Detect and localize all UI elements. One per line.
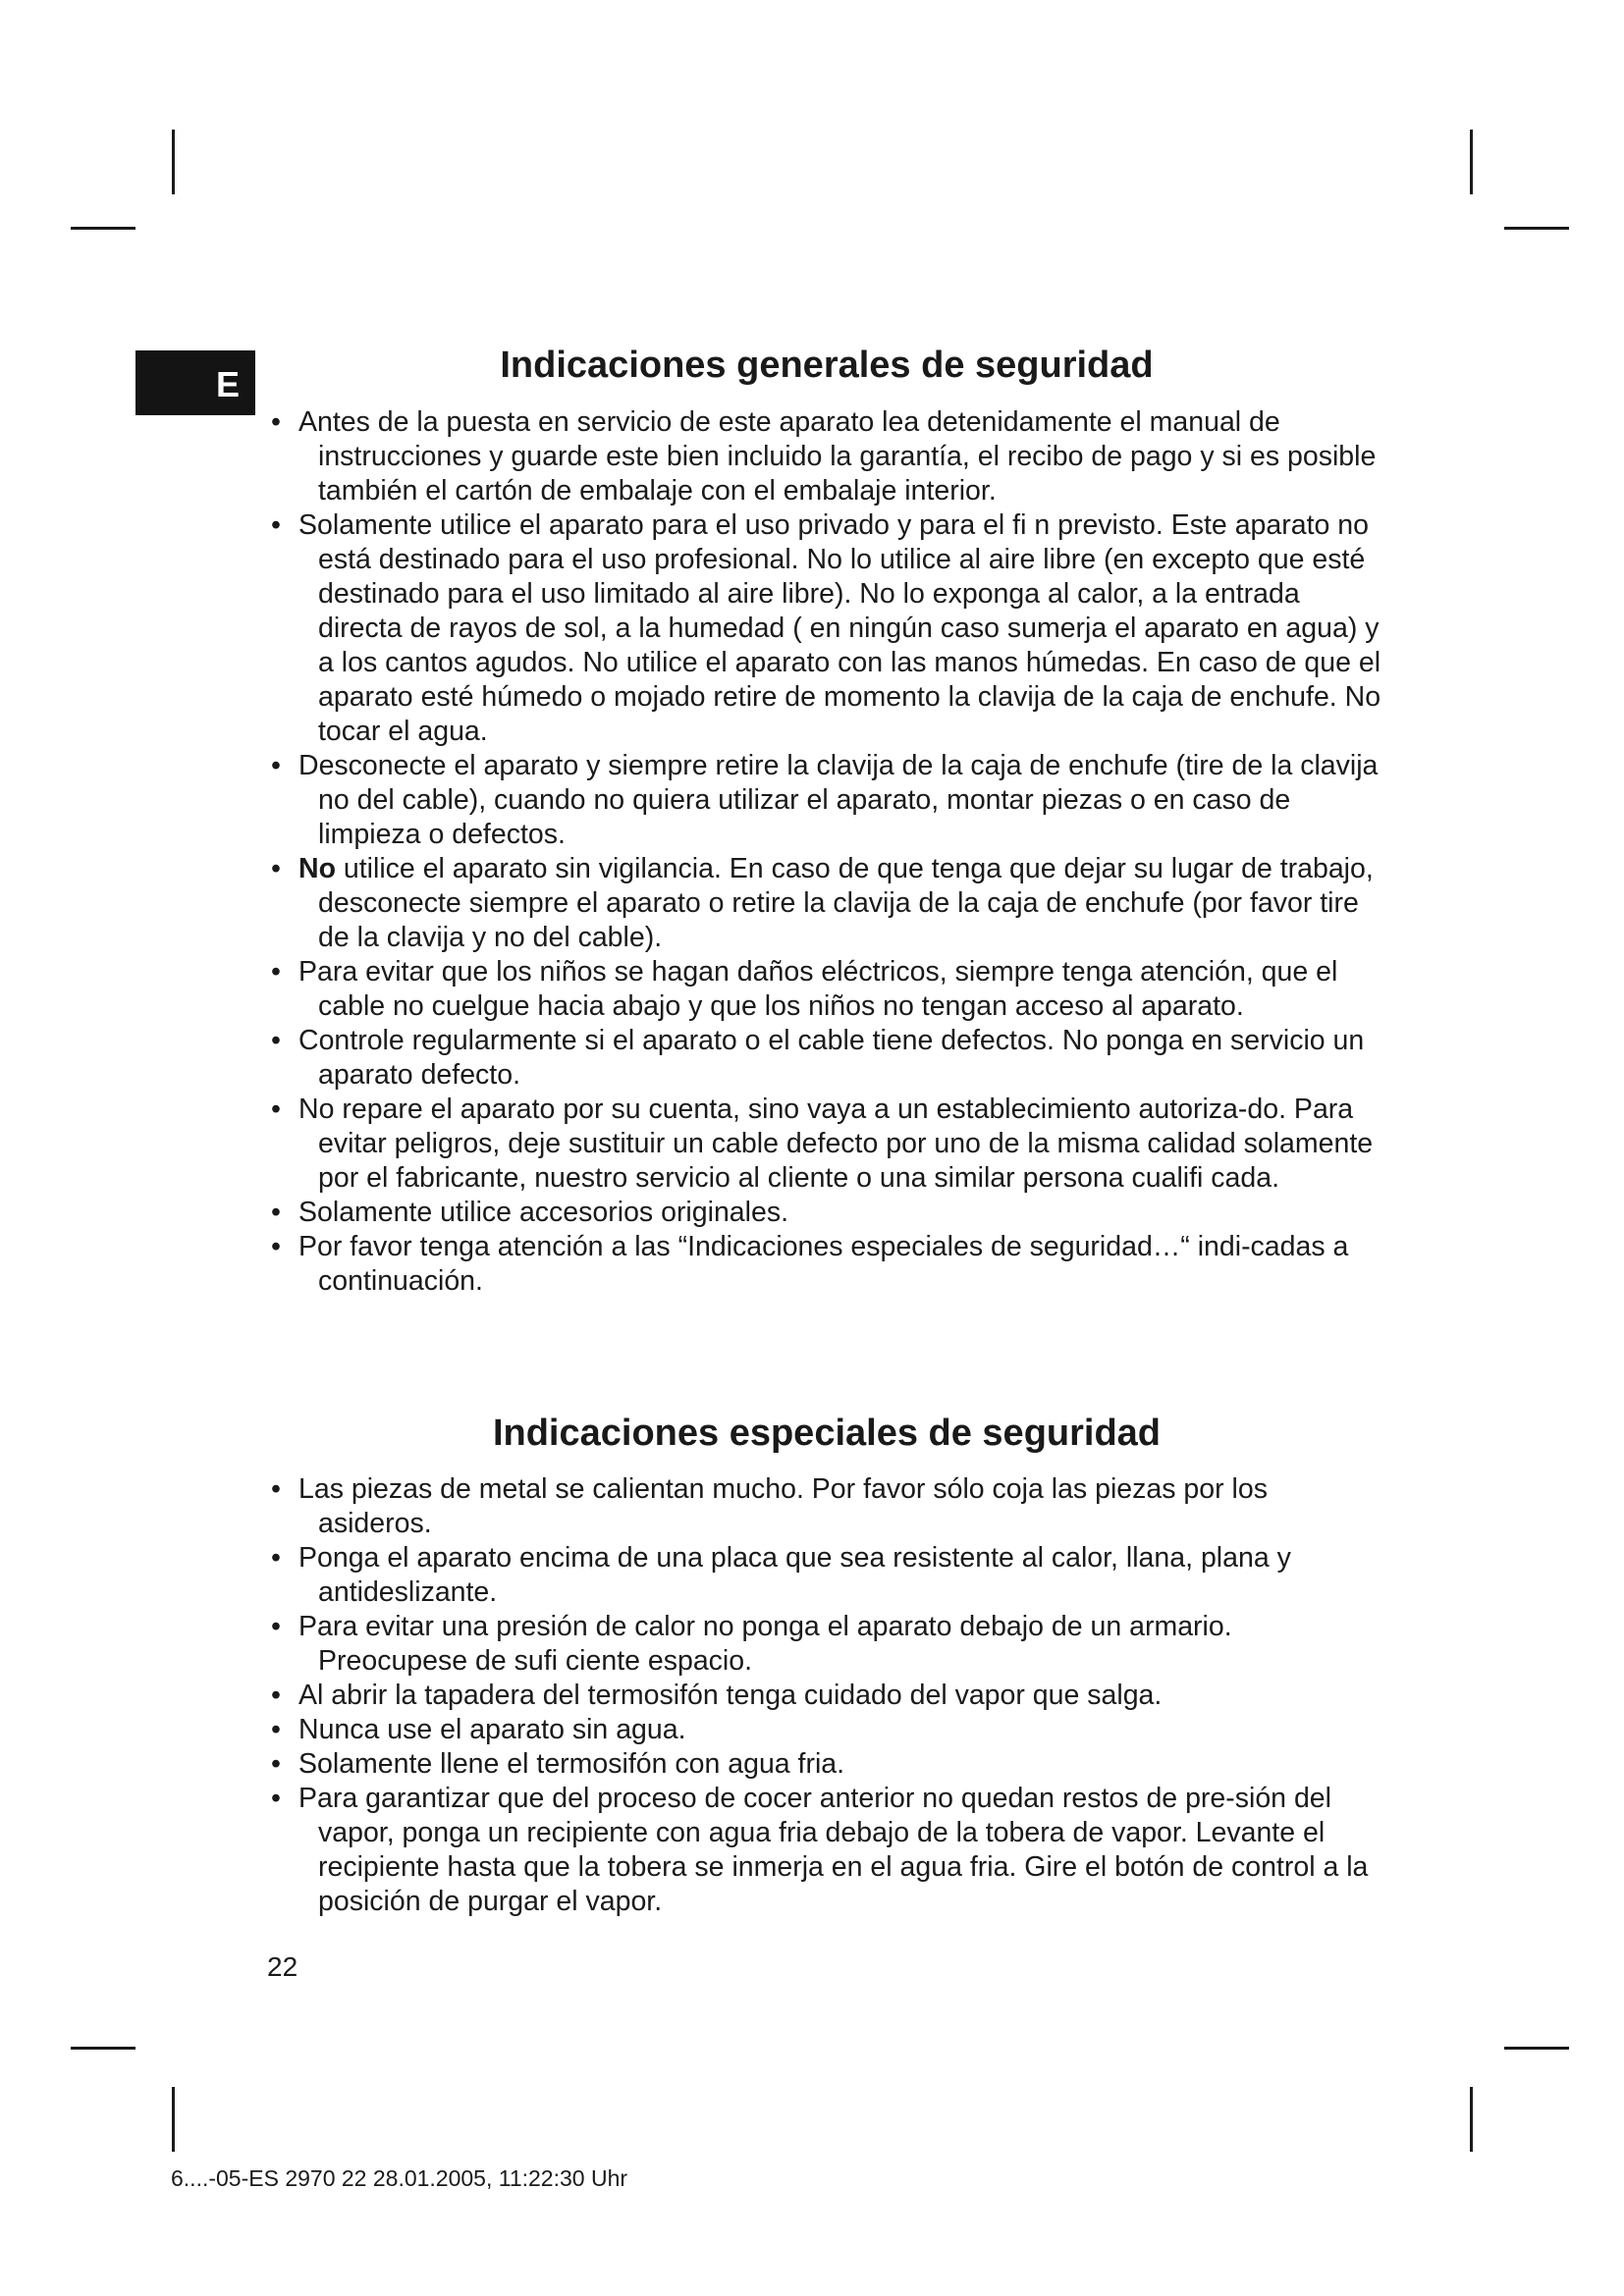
language-tab-label: E (215, 364, 240, 404)
crop-mark-bottom-left-horizontal (71, 2047, 135, 2050)
list-item: • Controle regularmente si el aparato o el cable tiene defectos. No ponga en servicio un aparato defecto. (267, 1024, 1386, 1093)
list-item: • Solamente llene el termosifón con agua fria. (267, 1747, 1386, 1782)
section-general-safety-title: Indicaciones generales de seguridad (500, 345, 1154, 386)
list-item: • Desconecte el aparato y siempre retire la clavija de la caja de enchufe (tire de la clavija no del cable), cuando no quiera utilizar el aparato, montar piezas o en caso de limpieza o defectos. (267, 749, 1386, 852)
print-footer: 6....-05-ES 2970 22 28.01.2005, 11:22:30 Uhr (171, 2165, 628, 2191)
crop-mark-top-right-vertical (1470, 130, 1473, 194)
list-item: • Solamente utilice accesorios originales. (267, 1196, 1386, 1230)
list-item: • Para garantizar que del proceso de cocer anterior no quedan restos de pre-sión del vapor, ponga un recipiente con agua fria debajo de la tobera de vapor. Levante el recipiente hasta que la tobera se inmerja en el agua fria. Gire el botón de control a la posición de purgar el vapor. (267, 1782, 1386, 1919)
crop-mark-top-right-horizontal (1504, 227, 1569, 230)
crop-mark-bottom-right-horizontal (1504, 2047, 1569, 2050)
list-item: • Por favor tenga atención a las “Indicaciones especiales de seguridad…“ indi-cadas a continuación. (267, 1230, 1386, 1299)
list-item: • No repare el aparato por su cuenta, sino vaya a un establecimiento autoriza-do. Para evitar peligros, deje sustituir un cable defecto por uno de la misma calidad solamente por el fabricante, nuestro servicio al cliente o una similar persona cualifi cada. (267, 1093, 1386, 1196)
list-item: • No utilice el aparato sin vigilancia. En caso de que tenga que dejar su lugar de trabajo, desconecte siempre el aparato o retire la clavija de la caja de enchufe (por favor tire de la clavija y no del cable). (267, 852, 1386, 955)
crop-mark-bottom-right-vertical (1470, 2087, 1473, 2152)
list-item: • Ponga el aparato encima de una placa que sea resistente al calor, llana, plana y antideslizante. (267, 1541, 1386, 1610)
crop-mark-top-left-horizontal (71, 227, 135, 230)
section-special-safety-list (267, 1472, 1386, 1919)
list-item: • Para evitar una presión de calor no ponga el aparato debajo de un armario. Preocupese de sufi ciente espacio. (267, 1610, 1386, 1679)
section-general-safety-list (267, 405, 1386, 1299)
list-item: • Nunca use el aparato sin agua. (267, 1713, 1386, 1747)
language-tab (135, 350, 255, 415)
section-special-safety-title: Indicaciones especiales de seguridad (492, 1413, 1162, 1454)
page-number: 22 (267, 1951, 298, 1982)
crop-mark-top-left-vertical (172, 130, 175, 194)
emphasis-no: No (298, 853, 336, 884)
list-item: • Antes de la puesta en servicio de este aparato lea detenidamente el manual de instrucciones y guarde este bien incluido la garantía, el recibo de pago y si es posible también el cartón de embalaje con el embalaje interior. (267, 405, 1386, 508)
list-item: • Solamente utilice el aparato para el uso privado y para el fi n previsto. Este aparato no está destinado para el uso profesional. No lo utilice al aire libre (en excepto que esté destinado para el uso limitado al aire libre). No lo exponga al calor, a la entrada directa de rayos de sol, a la humedad ( en ningún caso sumerja el aparato en agua) y a los cantos agudos. No utilice el aparato con las manos húmedas. En caso de que el aparato esté húmedo o mojado retire de momento la clavija de la caja de enchufe. No tocar el agua. (267, 508, 1386, 749)
list-item: • Al abrir la tapadera del termosifón tenga cuidado del vapor que salga. (267, 1679, 1386, 1713)
list-item: • Las piezas de metal se calientan mucho. Por favor sólo coja las piezas por los asideros. (267, 1472, 1386, 1541)
crop-mark-bottom-left-vertical (172, 2087, 175, 2152)
list-item: • Para evitar que los niños se hagan daños eléctricos, siempre tenga atención, que el cable no cuelgue hacia abajo y que los niños no tengan acceso al aparato. (267, 955, 1386, 1024)
